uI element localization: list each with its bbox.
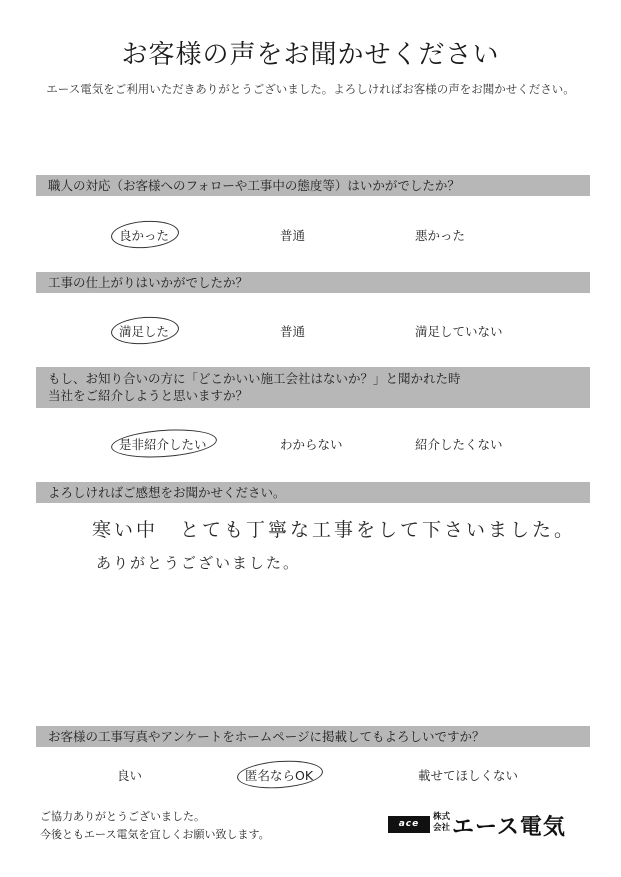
question-2-header [36,272,590,293]
corp-type-line2: 会社 [433,823,451,833]
footer-line-2: 今後ともエース電気を宜しくお願い致します。 [40,828,270,841]
permission-header [36,726,590,747]
q3-option-not-recommend[interactable]: 紹介したくない [415,437,503,452]
q3-selected-circle: 是非紹介したい [119,437,207,452]
q2-option-unsatisfied[interactable]: 満足していない [415,324,503,339]
q3-option-unsure[interactable]: わからない [280,437,343,452]
question-3-text-line2: 当社をご紹介しようと思いますか？ [48,388,249,403]
question-1-text: 職人の対応（お客様へのフォローや工事中の態度等）はいかがでしたか？ [48,178,460,193]
comment-label: よろしければご感想をお聞かせください。 [48,485,286,500]
question-2-text: 工事の仕上がりはいかがでしたか？ [48,275,249,290]
permission-option-no[interactable]: 載せてほしくない [418,768,519,783]
question-3-header [36,367,590,408]
permission-selected-circle: 匿名ならOK [245,768,314,783]
company-name: エース電気 [452,815,566,840]
q1-option-normal[interactable]: 普通 [280,228,306,243]
q1-option-bad[interactable]: 悪かった [415,228,466,243]
permission-option-ok[interactable]: 良い [117,768,143,783]
q1-option-good[interactable] [119,226,169,244]
company-logo-mark: ace [388,816,430,833]
q3-option-recommend[interactable] [119,435,207,453]
comment-handwritten-line1: 寒い中 とても丁寧な工事をして下さいました。 [92,519,577,541]
company-corp-type [433,812,450,834]
permission-label: お客様の工事写真やアンケートをホームページに掲載してもよろしいですか？ [48,729,485,744]
question-3-text-line1: もし、お知り合いの方に「どこかいい施工会社はないか？」と聞かれた時 [48,371,461,386]
comment-handwritten-line2: ありがとうございました。 [96,554,301,572]
footer-line-1: ご協力ありがとうございました。 [40,810,205,823]
corp-type-line1: 株式 [433,812,451,822]
question-1-header [36,175,590,196]
comment-area[interactable] [36,505,590,715]
q2-selected-circle: 満足した [119,324,170,339]
permission-option-anonymous[interactable] [245,766,313,784]
q2-option-satisfied[interactable] [119,322,169,340]
q1-selected-circle: 良かった [119,228,170,243]
page-subtitle: エース電気をご利用いただきありがとうございました。よろしければお客様の声をお聞かせください。 [46,82,575,96]
q2-option-normal[interactable]: 普通 [280,324,306,339]
comment-header [36,482,590,503]
footer-message [40,808,270,844]
page-title: お客様の声をお聞かせください [121,40,500,70]
